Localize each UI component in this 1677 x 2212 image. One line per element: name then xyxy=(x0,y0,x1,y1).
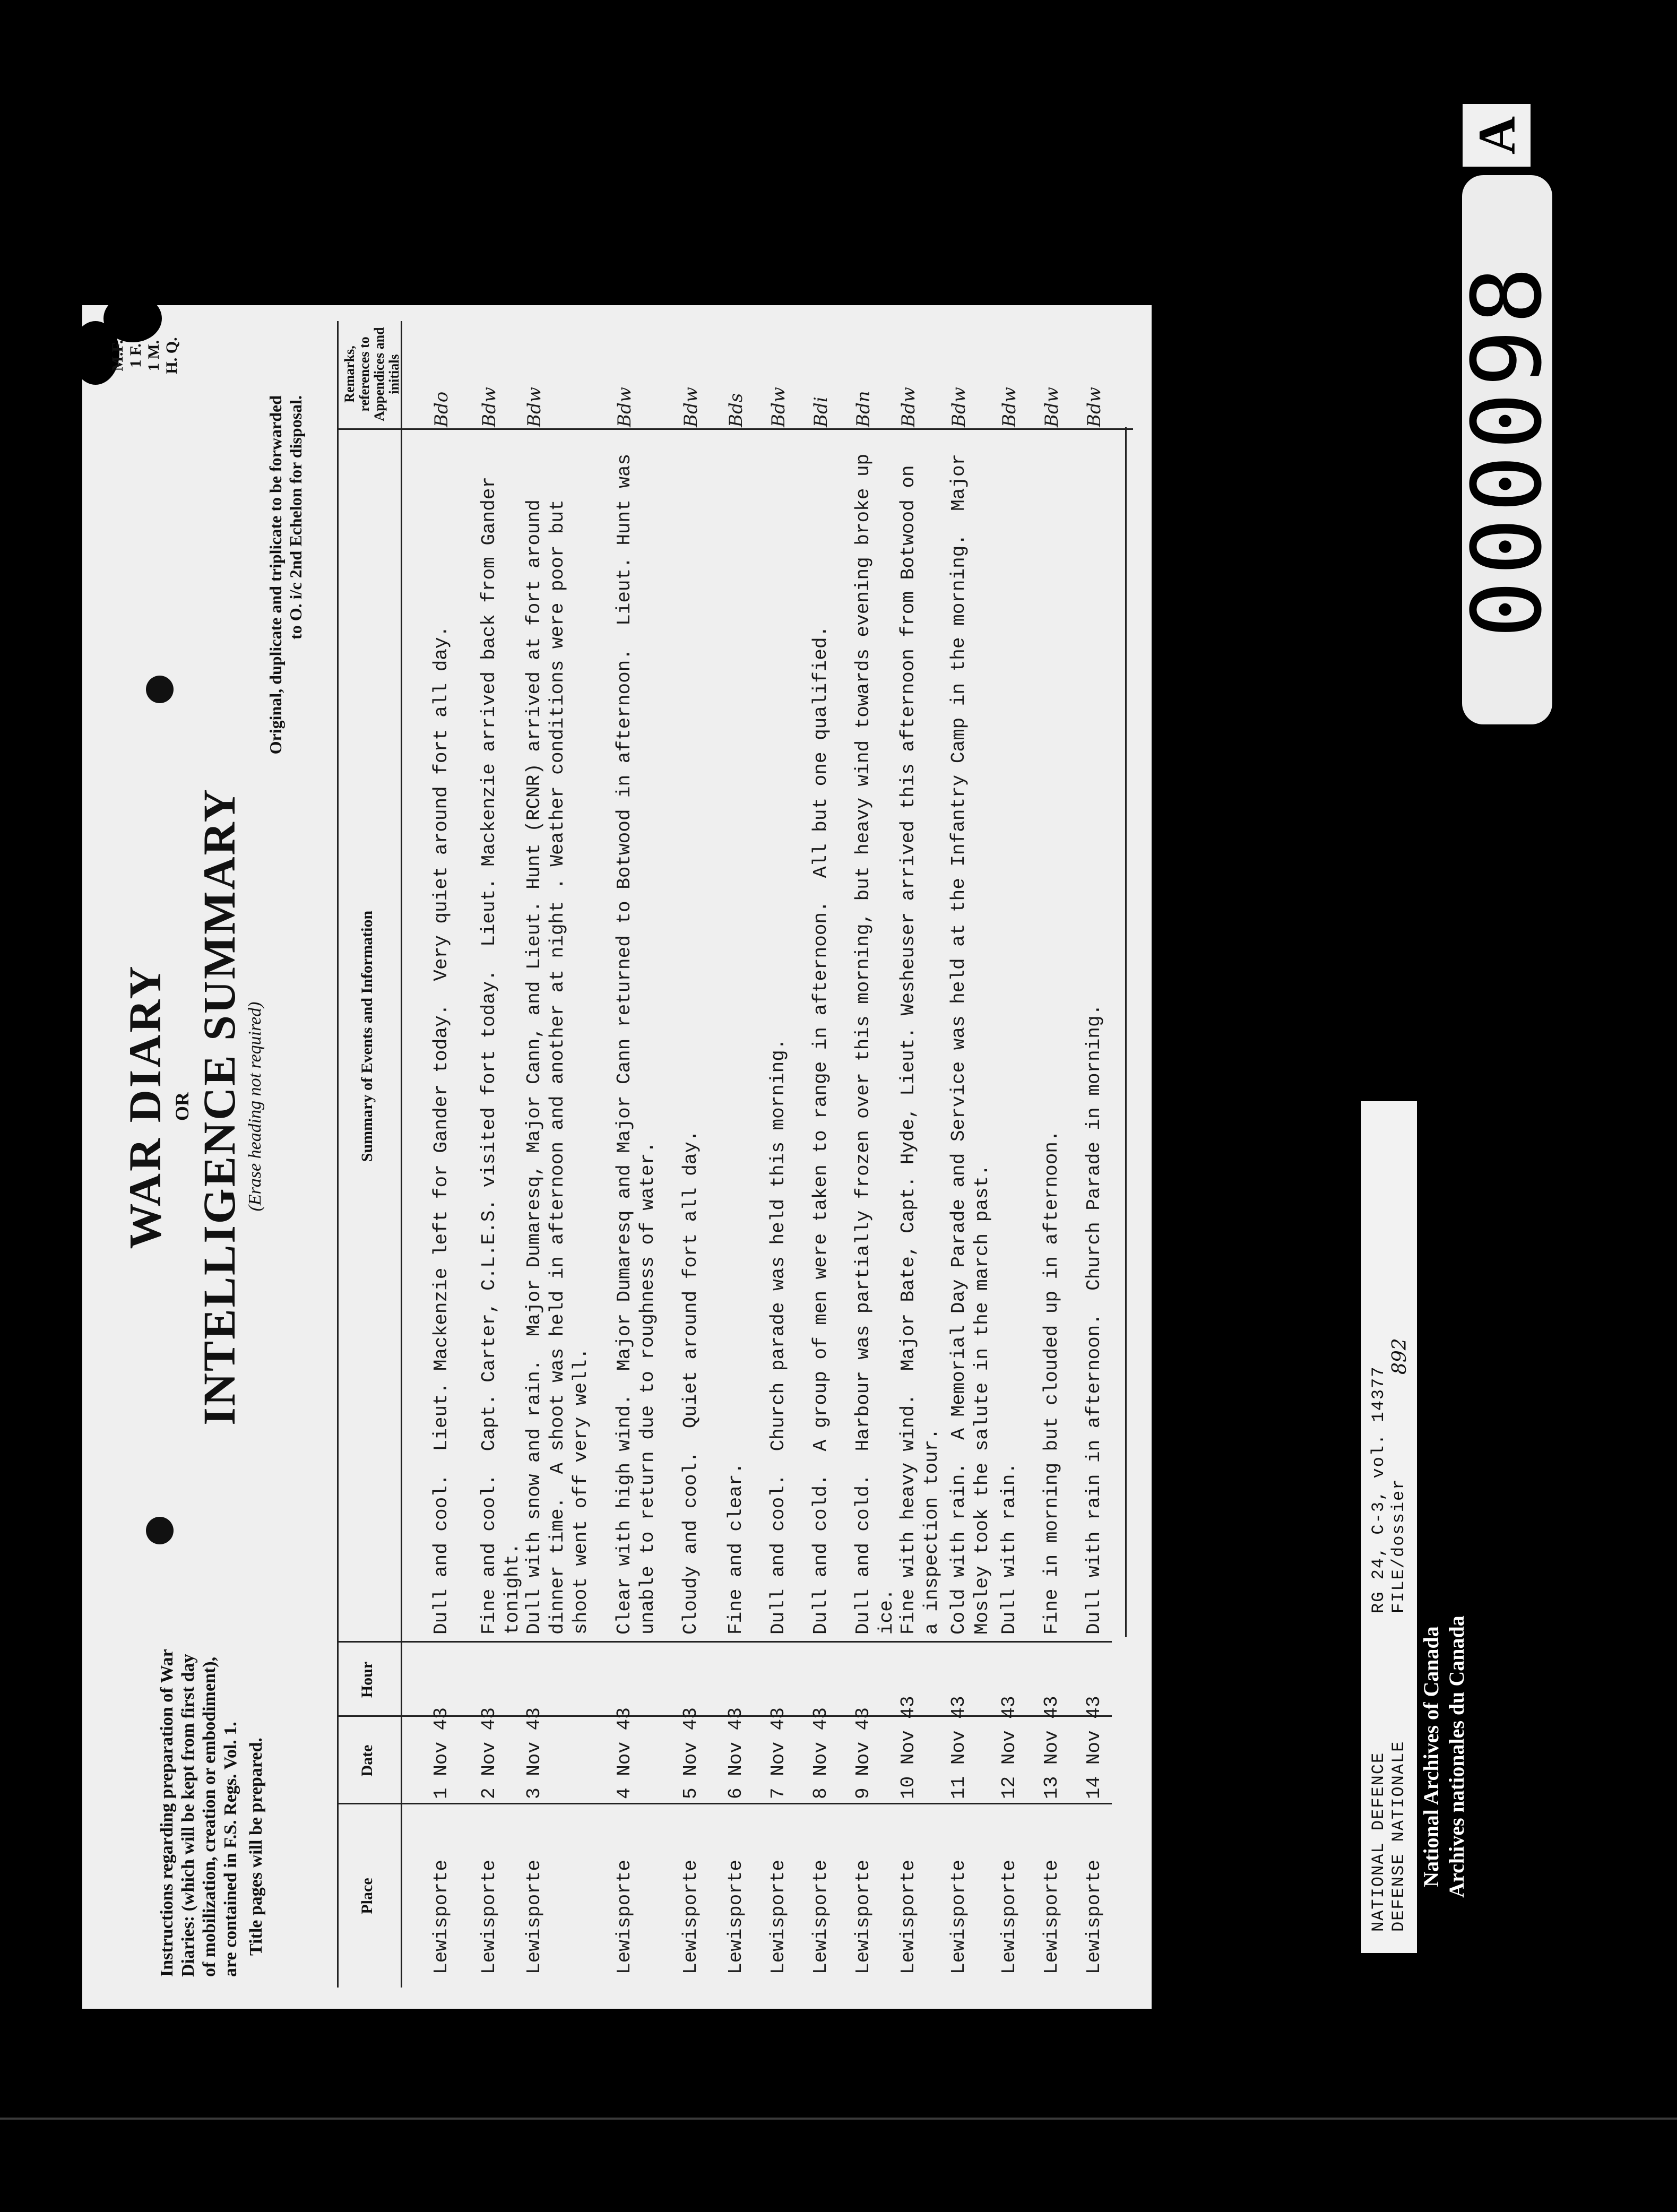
row-date: 7 Nov 43 xyxy=(767,1707,789,1799)
archive-label xyxy=(1361,1101,1473,1953)
row-initials: Bdw xyxy=(1041,387,1062,427)
frame-letter: A xyxy=(1467,116,1526,155)
archives-name xyxy=(1419,1592,1469,1921)
row-place: Lewisporte xyxy=(897,1859,919,1974)
row-date: 13 Nov 43 xyxy=(1041,1696,1062,1799)
row-place: Lewisporte xyxy=(948,1859,970,1974)
record-group-text xyxy=(1369,1366,1409,1613)
table-top-rule xyxy=(337,321,339,1988)
row-place: Lewisporte xyxy=(523,1859,545,1974)
row-summary: Fine and cool. Capt. Carter, C.L.E.S. visited fort today. Lieut. Mackenzie arrived back from Gander tonight. xyxy=(478,465,523,1635)
row-initials: Bdw xyxy=(999,387,1020,427)
mf-form-number xyxy=(109,310,181,401)
disposal-note xyxy=(265,395,306,841)
row-summary: Dull with rain. xyxy=(998,1462,1020,1635)
instructions-text: Instructions regarding preparation of War Diaries: (which will be kept from first day of mobilization, creation or embodiment), are contained in F.S. Regs. Vol. 1. xyxy=(157,1649,240,1977)
record-group-reference: RG 24, C-3, vol. 14377 xyxy=(1369,1366,1388,1613)
row-initials: Bdw xyxy=(614,387,635,427)
archive-label-frame xyxy=(1361,1101,1473,1953)
row-initials: Bdw xyxy=(898,387,919,427)
row-date: 8 Nov 43 xyxy=(810,1707,832,1799)
row-initials: Bdw xyxy=(768,387,789,427)
row-initials: Bdo xyxy=(431,391,452,427)
title-war-diary: WAR DIARY xyxy=(119,964,170,1249)
diary-page xyxy=(82,305,1152,2009)
row-place: Lewisporte xyxy=(998,1859,1020,1974)
row-initials: Bdw xyxy=(948,387,970,427)
table-bottom-rule xyxy=(1125,427,1127,1637)
row-place: Lewisporte xyxy=(725,1859,747,1974)
column-divider xyxy=(337,1641,1112,1643)
row-place: Lewisporte xyxy=(680,1859,702,1974)
row-initials: Bds xyxy=(725,393,747,427)
punch-hole xyxy=(146,676,174,703)
row-summary: Dull and cool. Lieut. Mackenzie left for Gander today. Very quiet around fort all day. xyxy=(430,625,452,1635)
row-summary: Cold with rain. A Memorial Day Parade and Service was held at the Infantry Camp in the morning. Major Mosley took the salute in the march past. xyxy=(948,442,993,1635)
row-date: 11 Nov 43 xyxy=(948,1696,970,1799)
row-summary: Dull and cold. Harbour was partially frozen over this morning, but heavy wind towards evening broke up ice. xyxy=(852,442,897,1635)
national-defence-text xyxy=(1369,1741,1409,1932)
title-block xyxy=(119,735,266,1478)
row-place: Lewisporte xyxy=(613,1859,635,1974)
row-date: 6 Nov 43 xyxy=(725,1707,747,1799)
file-dossier-label: FILE/dossier xyxy=(1389,1478,1408,1613)
row-initials: Bdi xyxy=(810,396,832,427)
row-summary: Clear with high wind. Major Dumaresq and Major Cann returned to Botwood in afternoon. Lieut. Hunt was unable to return due to roughness of water. xyxy=(613,442,659,1635)
instructions-block xyxy=(157,1648,267,1977)
erase-heading-note: (Erase heading not required) xyxy=(245,1001,265,1212)
mf-form-line: M.F. xyxy=(109,340,126,371)
row-date: 12 Nov 43 xyxy=(998,1696,1020,1799)
row-summary: Dull and cool. Church parade was held this morning. xyxy=(767,1038,789,1635)
row-place: Lewisporte xyxy=(478,1859,500,1974)
row-place: Lewisporte xyxy=(767,1859,789,1974)
mf-form-line: H. Q. xyxy=(163,337,180,374)
nd-english: NATIONAL DEFENCE xyxy=(1369,1751,1388,1932)
row-summary: Cloudy and cool. Quiet around fort all day. xyxy=(680,1130,702,1635)
frame-number-frame xyxy=(1451,175,1563,724)
bottom-rule xyxy=(0,2118,1677,2120)
mf-form-line: 1 M. xyxy=(145,340,162,371)
row-date: 9 Nov 43 xyxy=(852,1707,874,1799)
title-intelligence-summary: INTELLIGENCE SUMMARY xyxy=(194,788,245,1425)
row-date: 3 Nov 43 xyxy=(523,1707,545,1799)
file-number-handwritten: 892 xyxy=(1389,1338,1411,1375)
frame-letter-box xyxy=(1459,101,1534,170)
diary-page-frame xyxy=(82,305,1152,2009)
nd-french: DEFENSE NATIONALE xyxy=(1389,1740,1408,1932)
row-place: Lewisporte xyxy=(430,1859,452,1974)
title-or: OR xyxy=(171,1092,193,1121)
header-place: Place xyxy=(358,1878,376,1914)
row-date: 1 Nov 43 xyxy=(430,1707,452,1799)
header-remarks: Remarks, references to Appendices and initials xyxy=(342,327,402,421)
row-place: Lewisporte xyxy=(1041,1859,1062,1974)
row-place: Lewisporte xyxy=(810,1859,832,1974)
disposal-note-line: to O. i/c 2nd Echelon for disposal. xyxy=(286,395,305,640)
archives-english: National Archives of Canada xyxy=(1419,1626,1443,1887)
disposal-note-line: Original, duplicate and triplicate to be forwarded xyxy=(266,395,285,755)
header-summary: Summary of Events and Information xyxy=(358,910,376,1162)
row-initials: Bdw xyxy=(1084,387,1105,427)
row-initials: Bdw xyxy=(524,387,545,427)
row-place: Lewisporte xyxy=(852,1859,874,1974)
column-divider xyxy=(337,428,1133,430)
row-place: Lewisporte xyxy=(1083,1859,1105,1974)
row-summary: Dull with snow and rain. Major Dumaresq, Major Cann, and Lieut. Hunt (RCNR) arrived at fort around dinner time. A shoot was held in afternoon and another at night . Weather conditions were poor but shoot went off very well. xyxy=(523,488,592,1635)
row-summary: Fine in morning but clouded up in afternoon. xyxy=(1041,1130,1062,1635)
mf-form-line: 1 F. xyxy=(127,343,144,368)
row-initials: Bdn xyxy=(853,391,874,427)
header-date: Date xyxy=(358,1744,376,1777)
frame-number: 000098 xyxy=(1462,175,1552,724)
header-hour: Hour xyxy=(358,1661,376,1698)
row-summary: Dull with rain in afternoon. Church Parade in morning. xyxy=(1083,1004,1105,1635)
row-initials: Bdw xyxy=(479,387,500,427)
row-date: 2 Nov 43 xyxy=(478,1707,500,1799)
row-initials: Bdw xyxy=(680,387,702,427)
punch-hole xyxy=(146,1517,174,1544)
archives-french: Archives nationales du Canada xyxy=(1445,1615,1468,1898)
row-date: 5 Nov 43 xyxy=(680,1707,702,1799)
row-summary: Fine and clear. xyxy=(725,1462,747,1635)
column-divider xyxy=(337,1803,1112,1804)
row-date: 14 Nov 43 xyxy=(1083,1696,1105,1799)
row-summary: Dull and cold. A group of men were taken to range in afternoon. All but one qualified. xyxy=(810,625,832,1635)
table-header-rule xyxy=(401,321,402,1988)
row-date: 4 Nov 43 xyxy=(613,1707,635,1799)
row-summary: Fine with heavy wind. Major Bate, Capt. Hyde, Lieut. Wesheuser arrived this afternoon from Botwood on a inspection tour. xyxy=(897,453,943,1635)
title-pages-note: Title pages will be prepared. xyxy=(246,1738,266,1956)
row-date: 10 Nov 43 xyxy=(897,1696,919,1799)
